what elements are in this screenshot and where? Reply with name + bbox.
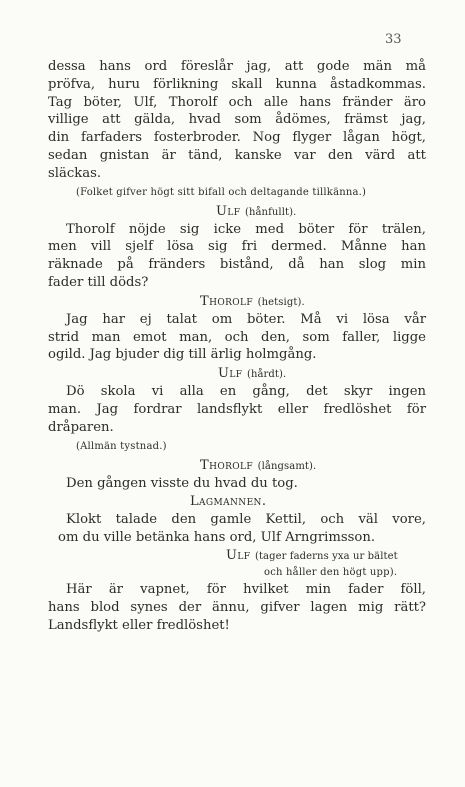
speaker-name: Ulf (226, 547, 251, 563)
paragraph (48, 475, 426, 493)
text-line: sedan gnistan är tänd, kanske var den värd att (48, 147, 426, 163)
text-line: strid man emot man, och den, som faller, ligge (48, 329, 426, 345)
page-body (48, 58, 426, 634)
speaker-direction: (hårdt). (246, 369, 287, 381)
text-line: fader till döds? (48, 274, 149, 290)
speaker-heading (48, 202, 426, 221)
text-line: Landsflykt eller fredlöshet! (48, 617, 230, 633)
speaker-direction: (hetsigt). (257, 296, 305, 308)
text-line: om du ville betänka hans ord, Ulf Arngrimsson. (58, 530, 376, 546)
speaker-name: Ulf (216, 203, 241, 219)
text-line: pröfva, huru förlikning skall kunna åstadkommas. (48, 76, 426, 92)
speaker-name: Thorolf (200, 457, 254, 473)
text-line: ogild. Jag bjuder dig till ärlig holmgång. (48, 347, 317, 363)
text-line: räknade på fränders bistånd, då han slog min (48, 257, 426, 273)
text-line: Dö skola vi alla en gång, det skyr ingen (66, 384, 426, 400)
paragraph (48, 221, 426, 292)
text-line: men vill sjelf lösa sig fri dermed. Månne han (48, 239, 426, 255)
speaker-name: Ulf (218, 366, 243, 382)
speaker-heading (48, 547, 426, 564)
speaker-name: Thorolf (200, 293, 254, 309)
speaker-heading (48, 364, 426, 383)
speaker-direction: (hånfullt). (244, 206, 297, 218)
text-line: Den gången visste du hvad du tog. (66, 475, 298, 491)
text-line: man. Jag fordrar landsflykt eller fredlöshet för (48, 401, 426, 417)
text-line: Tag böter, Ulf, Thorolf och alle hans fränder äro (48, 94, 426, 110)
page-number: 33 (385, 32, 402, 47)
stage-direction: (Folket gifver högt sitt bifall och deltagande tillkänna.) (76, 186, 367, 198)
paragraph (48, 511, 426, 547)
text-line: Thorolf nöjde sig icke med böter för trälen, (66, 221, 426, 237)
text-line: din farfaders fosterbroder. Nog flyger lågan högt, (48, 130, 426, 146)
text-line: dessa hans ord föreslår jag, att gode män må (48, 59, 426, 74)
speaker-name: Lagmannen. (190, 494, 267, 510)
paragraph (48, 58, 426, 183)
speaker-heading (48, 292, 426, 311)
speaker-heading (48, 456, 426, 475)
paragraph (48, 383, 426, 436)
speaker-direction: (långsamt). (257, 460, 317, 472)
text-line: släckas. (48, 165, 102, 181)
text-line: villige att gälda, hvad som ådömes, främst jag, (48, 112, 426, 128)
text-line: Klokt talade den gamle Kettil, och väl vore, (66, 512, 426, 528)
stage-direction: (Allmän tystnad.) (76, 440, 167, 452)
text-line: Jag har ej talat om böter. Må vi lösa vår (66, 311, 426, 327)
speaker-direction-continued: och håller den högt upp). (264, 566, 398, 578)
speaker-direction: (tager faderns yxa ur bältet (254, 550, 398, 562)
text-line: hans blod synes der ännu, gifver lagen mig rätt? (48, 599, 426, 615)
paragraph (48, 311, 426, 364)
paragraph (48, 581, 426, 634)
speaker-heading (48, 492, 426, 511)
text-line: dråparen. (48, 419, 114, 435)
text-line: Här är vapnet, för hvilket min fader föll, (66, 581, 426, 597)
